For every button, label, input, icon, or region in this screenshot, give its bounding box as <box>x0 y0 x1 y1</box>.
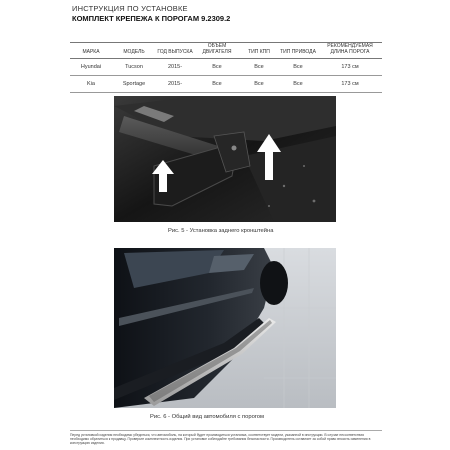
cell-brand: Kia <box>70 76 112 93</box>
rear-bracket-illustration <box>114 96 336 222</box>
footer-note: Перед установкой изделия необходимо убедиться, что автомобиль, на который будет производиться установка, соответствует модели, указанной в инструкции. В случае несоответствия необходимо обратиться к продавцу. Проверьте комплектность изделия. При установке соблюдайте требования безопасности. Производитель оставляет за собой право вносить изменения в конструкцию изделия. <box>70 430 382 446</box>
cell-year: 2015- <box>156 59 194 76</box>
rear-bracket-photo <box>114 96 336 222</box>
document-header <box>72 4 230 23</box>
car-with-running-board-illustration <box>114 248 336 408</box>
cell-model: Tucson <box>112 59 156 76</box>
vehicle-spec-table <box>70 42 382 93</box>
column-header-drive: ТИП ПРИВОДА <box>278 43 318 59</box>
kit-title: КОМПЛЕКТ КРЕПЕЖА К ПОРОГАМ 9.2309.2 <box>72 14 231 23</box>
cell-year: 2015- <box>156 76 194 93</box>
car-side-view-photo <box>114 248 336 408</box>
column-header-length: РЕКОМЕНДУЕМАЯ ДЛИНА ПОРОГА <box>318 43 382 59</box>
cell-engine: Все <box>194 59 240 76</box>
column-header-model: МОДЕЛЬ <box>112 43 156 59</box>
figure-6-caption: Рис. 6 - Общий вид автомобиля с порогом <box>150 414 265 420</box>
table-header-row <box>70 43 382 59</box>
table-row <box>70 76 382 93</box>
cell-drive: Все <box>278 76 318 93</box>
cell-drive: Все <box>278 59 318 76</box>
column-header-transmission: ТИП КПП <box>240 43 278 59</box>
cell-model: Sportage <box>112 76 156 93</box>
cell-transmission: Все <box>240 59 278 76</box>
cell-transmission: Все <box>240 76 278 93</box>
cell-length: 173 см <box>318 59 382 76</box>
column-header-engine: ОБЪЕМ ДВИГАТЕЛЯ <box>194 43 240 59</box>
cell-brand: Hyundai <box>70 59 112 76</box>
table-row <box>70 59 382 76</box>
cell-length: 173 см <box>318 76 382 93</box>
instruction-title: ИНСТРУКЦИЯ ПО УСТАНОВКЕ <box>72 4 188 13</box>
cell-engine: Все <box>194 76 240 93</box>
column-header-year: ГОД ВЫПУСКА <box>156 43 194 59</box>
column-header-brand: МАРКА <box>70 43 112 59</box>
figure-5-caption: Рис. 5 - Установка заднего кронштейна <box>168 228 274 234</box>
